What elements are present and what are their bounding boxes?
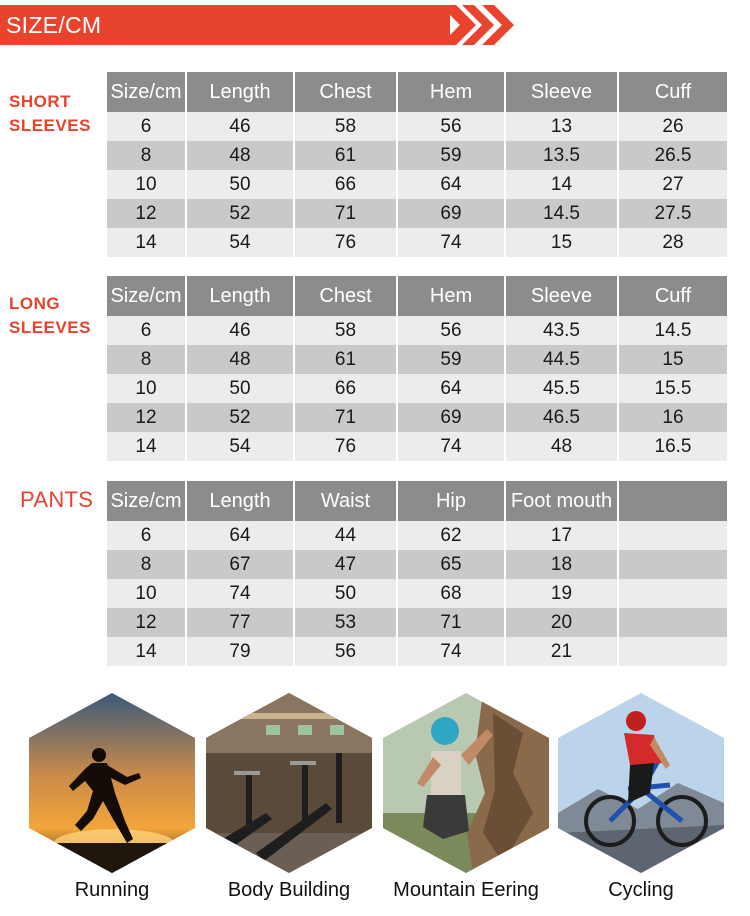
table-row	[107, 374, 728, 403]
pants-size-table	[107, 481, 729, 666]
short-sleeves-size-table	[107, 72, 729, 257]
table-cell: 15	[505, 228, 618, 257]
table-row	[107, 550, 728, 579]
table-cell	[618, 608, 728, 637]
column-header: Foot mouth	[505, 481, 618, 521]
table-cell: 62	[397, 521, 505, 550]
table-cell: 59	[397, 141, 505, 170]
table-cell: 19	[505, 579, 618, 608]
table-cell: 45.5	[505, 374, 618, 403]
table-cell: 13	[505, 112, 618, 141]
column-header: Sleeve	[505, 276, 618, 316]
table-cell: 16.5	[618, 432, 728, 461]
climbing-image	[383, 693, 549, 873]
activity-cycling	[558, 693, 724, 901]
table-cell: 12	[107, 199, 186, 228]
gym-image	[206, 693, 372, 873]
table-row	[107, 579, 728, 608]
table-cell: 8	[107, 345, 186, 374]
column-header: Length	[186, 276, 294, 316]
table-cell: 56	[397, 316, 505, 345]
table-cell: 47	[294, 550, 397, 579]
column-header: Size/cm	[107, 481, 186, 521]
table-cell: 58	[294, 112, 397, 141]
table-row	[107, 141, 728, 170]
table-cell: 20	[505, 608, 618, 637]
table-cell: 14	[107, 432, 186, 461]
column-header: Hem	[397, 72, 505, 112]
column-header: Waist	[294, 481, 397, 521]
table-cell: 74	[397, 637, 505, 666]
cycling-image	[558, 693, 724, 873]
table-cell: 56	[294, 637, 397, 666]
table-cell: 61	[294, 141, 397, 170]
table-cell: 14.5	[505, 199, 618, 228]
table-cell: 65	[397, 550, 505, 579]
column-header: Chest	[294, 276, 397, 316]
table-cell	[618, 579, 728, 608]
column-header: Cuff	[618, 72, 728, 112]
table-cell: 50	[186, 170, 294, 199]
table-cell: 44.5	[505, 345, 618, 374]
pants-label: PANTS	[20, 487, 94, 512]
table-cell: 66	[294, 374, 397, 403]
table-cell: 6	[107, 112, 186, 141]
table-cell: 16	[618, 403, 728, 432]
table-cell: 64	[397, 170, 505, 199]
table-cell: 21	[505, 637, 618, 666]
column-header: Size/cm	[107, 276, 186, 316]
activity-label: Running	[74, 879, 150, 901]
column-header: Size/cm	[107, 72, 186, 112]
table-cell: 64	[397, 374, 505, 403]
table-cell: 12	[107, 608, 186, 637]
table-row	[107, 608, 728, 637]
short-sleeves-label: SHORT SLEEVES	[9, 92, 91, 135]
table-cell: 61	[294, 345, 397, 374]
column-header	[618, 481, 728, 521]
table-cell	[618, 637, 728, 666]
table-row	[107, 112, 728, 141]
table-cell: 58	[294, 316, 397, 345]
table-cell: 74	[186, 579, 294, 608]
activity-label: Body Building	[227, 879, 351, 901]
table-cell: 76	[294, 228, 397, 257]
table-cell: 10	[107, 170, 186, 199]
table-cell: 76	[294, 432, 397, 461]
table-cell: 74	[397, 432, 505, 461]
activity-mountain-eering	[383, 693, 549, 901]
table-cell: 26.5	[618, 141, 728, 170]
table-row	[107, 637, 728, 666]
table-cell: 50	[186, 374, 294, 403]
table-row	[107, 432, 728, 461]
table-cell: 48	[505, 432, 618, 461]
table-cell: 48	[186, 345, 294, 374]
table-cell: 54	[186, 228, 294, 257]
table-cell: 14	[107, 637, 186, 666]
activity-body-building	[206, 693, 372, 901]
activity-running	[29, 693, 195, 901]
table-cell	[618, 521, 728, 550]
table-row	[107, 199, 728, 228]
long-sleeves-label: LONG SLEEVES	[9, 294, 91, 337]
table-cell: 64	[186, 521, 294, 550]
column-header: Sleeve	[505, 72, 618, 112]
table-cell: 56	[397, 112, 505, 141]
table-cell: 6	[107, 316, 186, 345]
table-cell: 10	[107, 374, 186, 403]
table-header-row	[107, 276, 728, 316]
table-cell: 44	[294, 521, 397, 550]
table-cell: 53	[294, 608, 397, 637]
table-cell: 46.5	[505, 403, 618, 432]
table-cell: 28	[618, 228, 728, 257]
table-cell: 27.5	[618, 199, 728, 228]
table-cell: 66	[294, 170, 397, 199]
column-header: Chest	[294, 72, 397, 112]
long-sleeves-size-table	[107, 276, 729, 461]
page-title: SIZE/CM	[6, 12, 102, 38]
table-cell: 79	[186, 637, 294, 666]
column-header: Hip	[397, 481, 505, 521]
table-row	[107, 316, 728, 345]
table-cell: 17	[505, 521, 618, 550]
table-cell: 52	[186, 199, 294, 228]
table-row	[107, 228, 728, 257]
chevron-arrows-icon	[440, 5, 520, 45]
table-cell: 69	[397, 199, 505, 228]
table-cell: 48	[186, 141, 294, 170]
table-cell: 43.5	[505, 316, 618, 345]
table-cell: 46	[186, 316, 294, 345]
table-cell: 46	[186, 112, 294, 141]
table-row	[107, 403, 728, 432]
table-cell: 15	[618, 345, 728, 374]
table-cell: 69	[397, 403, 505, 432]
table-header-row	[107, 72, 728, 112]
table-cell: 59	[397, 345, 505, 374]
table-row	[107, 345, 728, 374]
table-cell: 14.5	[618, 316, 728, 345]
table-cell: 12	[107, 403, 186, 432]
table-cell: 10	[107, 579, 186, 608]
activity-label: Cycling	[608, 879, 674, 901]
column-header: Length	[186, 481, 294, 521]
table-cell: 14	[505, 170, 618, 199]
table-cell: 26	[618, 112, 728, 141]
running-image	[29, 693, 195, 873]
table-cell: 71	[294, 199, 397, 228]
table-cell: 50	[294, 579, 397, 608]
table-cell: 8	[107, 550, 186, 579]
table-row	[107, 170, 728, 199]
table-cell: 18	[505, 550, 618, 579]
table-cell: 54	[186, 432, 294, 461]
table-cell: 52	[186, 403, 294, 432]
activity-label: Mountain Eering	[393, 879, 539, 901]
table-cell: 77	[186, 608, 294, 637]
column-header: Hem	[397, 276, 505, 316]
table-cell: 13.5	[505, 141, 618, 170]
table-cell: 71	[294, 403, 397, 432]
table-cell: 71	[397, 608, 505, 637]
table-cell: 68	[397, 579, 505, 608]
table-cell: 8	[107, 141, 186, 170]
table-cell: 67	[186, 550, 294, 579]
table-row	[107, 521, 728, 550]
table-header-row	[107, 481, 728, 521]
column-header: Cuff	[618, 276, 728, 316]
header-banner	[0, 5, 520, 45]
table-cell: 14	[107, 228, 186, 257]
table-cell: 74	[397, 228, 505, 257]
column-header: Length	[186, 72, 294, 112]
table-cell: 15.5	[618, 374, 728, 403]
table-cell	[618, 550, 728, 579]
table-cell: 6	[107, 521, 186, 550]
table-cell: 27	[618, 170, 728, 199]
